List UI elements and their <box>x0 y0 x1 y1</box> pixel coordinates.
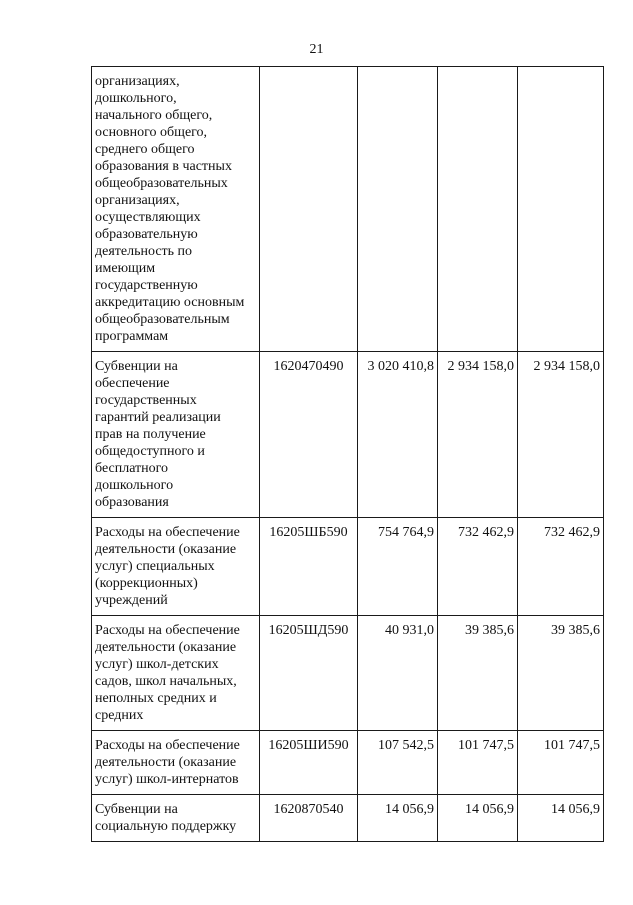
row-name-line: неполных средних и <box>95 691 217 706</box>
row-name-line: услуг) специальных <box>95 559 215 574</box>
row-name-line: имеющим <box>95 261 156 276</box>
row-value-3-cell: 732 462,9 <box>518 518 604 616</box>
row-name-line: организациях, <box>95 193 180 208</box>
row-name-line: образования <box>95 495 169 510</box>
row-code-cell: 16205ШД590 <box>260 616 358 731</box>
row-value-1-cell: 14 056,9 <box>358 795 438 842</box>
row-name-line: бесплатного <box>95 461 169 476</box>
row-name-cell <box>92 795 260 842</box>
row-value-3-cell <box>518 67 604 352</box>
row-name-line: садов, школ начальных, <box>95 674 237 689</box>
row-value-3-cell: 101 747,5 <box>518 731 604 795</box>
row-name-line: среднего общего <box>95 142 195 157</box>
row-value-2-cell <box>438 67 518 352</box>
row-name-line: общедоступного и <box>95 444 205 459</box>
row-name-line: услуг) школ-детских <box>95 657 219 672</box>
row-name-line: образования в частных <box>95 159 232 174</box>
row-name-line: обеспечение <box>95 376 170 391</box>
row-name-line: деятельности (оказание <box>95 755 237 770</box>
row-name-line: услуг) школ-интернатов <box>95 772 239 787</box>
row-name-line: Субвенции на <box>95 359 178 374</box>
row-value-2-cell: 2 934 158,0 <box>438 352 518 518</box>
row-name-line: социальную поддержку <box>95 819 237 834</box>
row-code-cell: 16205ШИ590 <box>260 731 358 795</box>
row-name-line: Расходы на обеспечение <box>95 738 240 753</box>
row-name-line: деятельности (оказание <box>95 640 237 655</box>
row-name-line: общеобразовательных <box>95 176 228 191</box>
row-name-line: прав на получение <box>95 427 206 442</box>
row-name-line: деятельности (оказание <box>95 542 237 557</box>
row-value-1-cell: 3 020 410,8 <box>358 352 438 518</box>
row-name-cell <box>92 352 260 518</box>
budget-table <box>91 66 604 842</box>
row-value-3-cell: 2 934 158,0 <box>518 352 604 518</box>
row-value-2-cell: 39 385,6 <box>438 616 518 731</box>
row-name-line: (коррекционных) <box>95 576 198 591</box>
row-value-2-cell: 14 056,9 <box>438 795 518 842</box>
row-name-line: государственную <box>95 278 198 293</box>
row-value-3-cell: 14 056,9 <box>518 795 604 842</box>
row-value-1-cell <box>358 67 438 352</box>
row-name-line: программам <box>95 329 169 344</box>
row-name-line: дошкольного <box>95 478 174 493</box>
page-number: 21 <box>309 42 324 57</box>
row-name-line: аккредитацию основным <box>95 295 245 310</box>
row-name-line: начального общего, <box>95 108 213 123</box>
row-code-cell: 16205ШБ590 <box>260 518 358 616</box>
row-name-line: учреждений <box>95 593 168 608</box>
row-code-cell <box>260 67 358 352</box>
row-name-line: осуществляющих <box>95 210 201 225</box>
row-name-line: образовательную <box>95 227 198 242</box>
row-name-line: средних <box>95 708 144 723</box>
row-value-1-cell: 40 931,0 <box>358 616 438 731</box>
row-value-1-cell: 107 542,5 <box>358 731 438 795</box>
table-row <box>92 352 604 518</box>
row-name-line: общеобразовательным <box>95 312 230 327</box>
row-value-2-cell: 732 462,9 <box>438 518 518 616</box>
table-row <box>92 795 604 842</box>
row-name-cell <box>92 731 260 795</box>
row-name-cell <box>92 616 260 731</box>
row-name-line: Расходы на обеспечение <box>95 525 240 540</box>
row-name-line: гарантий реализации <box>95 410 221 425</box>
table-row <box>92 67 604 352</box>
row-value-3-cell: 39 385,6 <box>518 616 604 731</box>
table-row <box>92 616 604 731</box>
table-row <box>92 518 604 616</box>
row-name-cell <box>92 67 260 352</box>
budget-table-body <box>92 67 604 842</box>
row-name-line: Субвенции на <box>95 802 178 817</box>
table-row <box>92 731 604 795</box>
row-name-line: деятельность по <box>95 244 193 259</box>
row-name-line: дошкольного, <box>95 91 177 106</box>
row-name-line: Расходы на обеспечение <box>95 623 240 638</box>
row-name-line: государственных <box>95 393 197 408</box>
row-value-2-cell: 101 747,5 <box>438 731 518 795</box>
row-name-cell <box>92 518 260 616</box>
row-name-line: организациях, <box>95 74 180 89</box>
row-value-1-cell: 754 764,9 <box>358 518 438 616</box>
row-code-cell: 1620870540 <box>260 795 358 842</box>
row-code-cell: 1620470490 <box>260 352 358 518</box>
row-name-line: основного общего, <box>95 125 208 140</box>
